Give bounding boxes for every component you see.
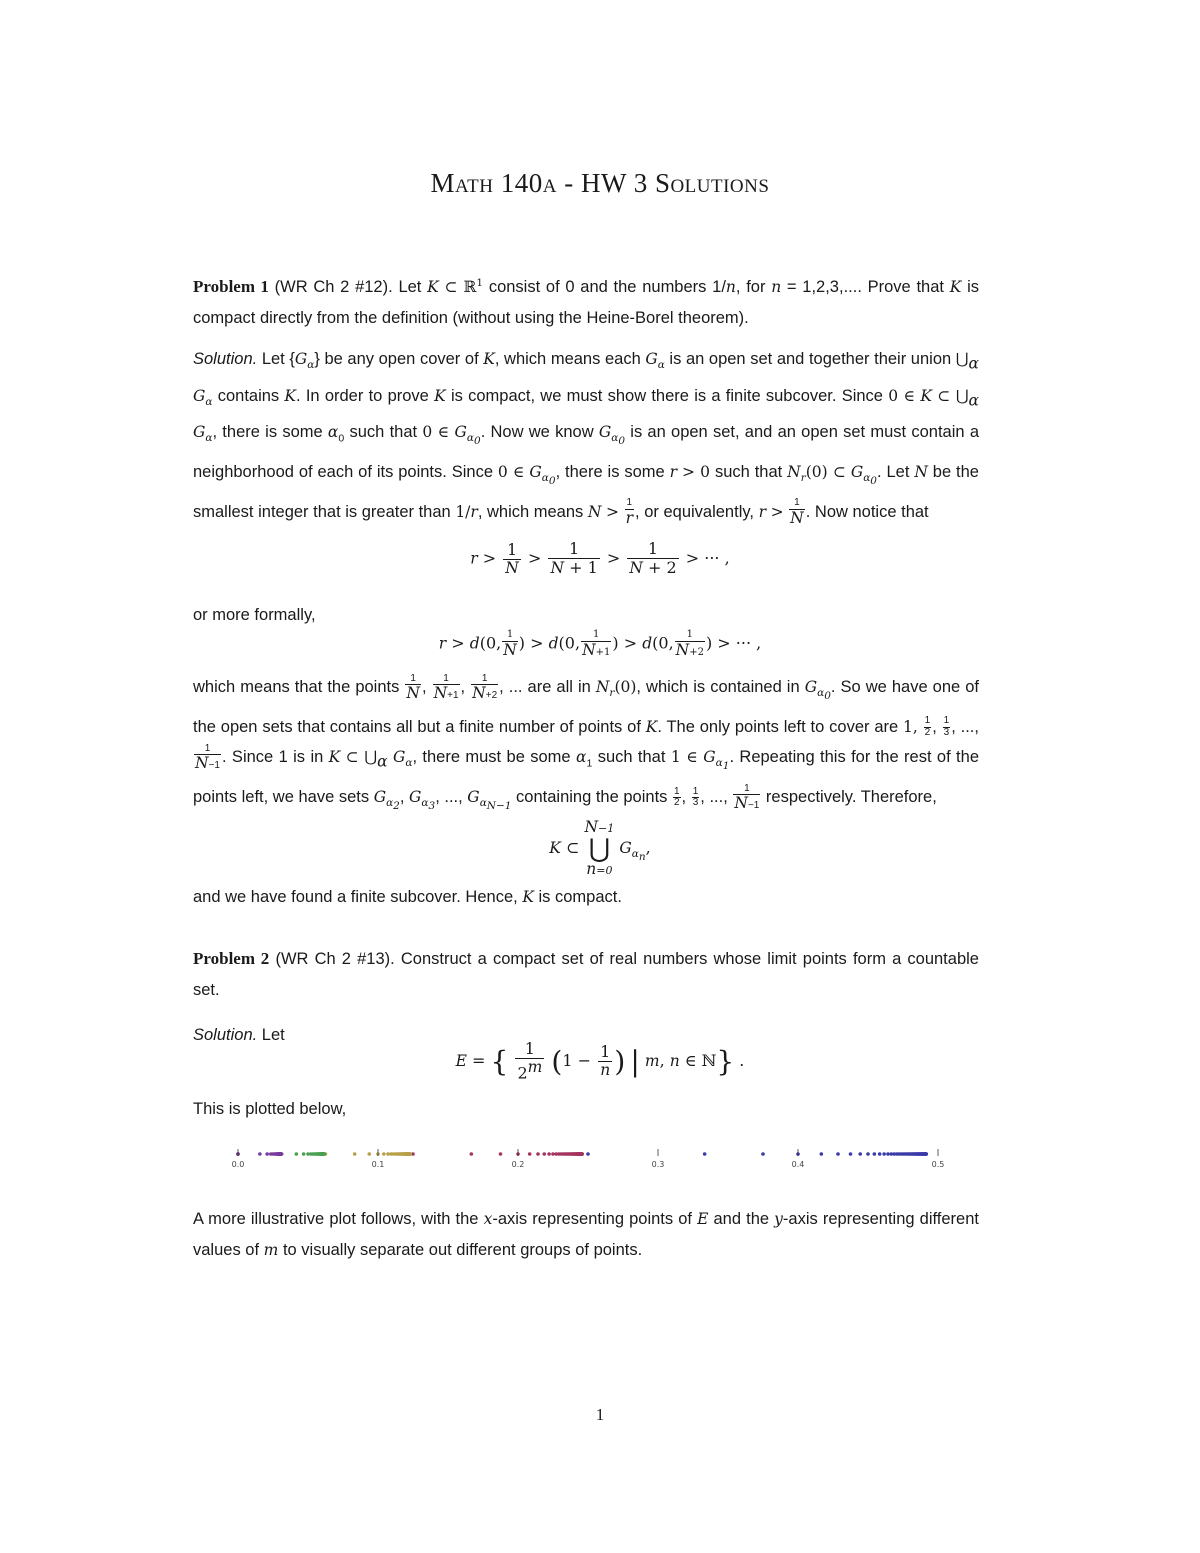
problem-2-statement: Problem 2 (WR Ch 2 #13). Construct a compact set of real numbers whose limit points form a countable set. <box>193 949 979 999</box>
plot-tick-label: 0.2 <box>511 1160 525 1169</box>
plot-point <box>322 1152 326 1156</box>
plot-ticks <box>232 1149 945 1169</box>
equation-distance-chain: r > d(0, $\frac{1}{N}$ ) > d(0, $\frac{1}{N+1}$ ) > d(0, $\frac{1}{N+2}$ ) > ··· , <box>438 629 762 659</box>
plot-point <box>265 1152 269 1156</box>
solution-1-body: Solution. Let $\{G_\alpha\}$ be any open cover of K, which means each $G_\alpha$ is an open set and together their union $⋃_\alpha$ $G_\alpha$ contains K. In order to prove K is compact, we must show there is a finite subcover. Since 0 ∈ K ⊂ $⋃_\alpha$ $G_\alpha$, there is some $\alpha_0$ such that 0 ∈ $G_{\alpha_0}$. Now we know $G_{\alpha_0}$ is an open set, and an open set must contain a neighborhood of each of its points. Since 0 ∈ $G_{\alpha_0}$, there is some r > 0 such that $N_r(0)$ ⊂ $G_{\alpha_0}$. Let N be the smallest integer that is greater than 1/r, which means N > $\frac{1}{r}$ , or equivalently, r > $\frac{1}{N}$ . Now notice that <box>193 350 980 527</box>
plot-point <box>882 1152 886 1156</box>
problem-1-statement: Problem 1 (WR Ch 2 #12). Let K ⊂ ℝ$^1$ consist of 0 and the numbers 1/n, for n = 1,2,3,.... Prove that K is compact directly from the definition (without using the Heine-Borel theorem). <box>193 277 979 327</box>
plot-point <box>470 1152 474 1156</box>
plot-point <box>551 1152 555 1156</box>
page-number: 1 <box>595 1405 605 1424</box>
equation-inequality-chain: r > $\frac{1}{N}$ > $\frac{1}{N + 1}$ > $\frac{1}{N + 2}$ > ··· , <box>470 539 730 578</box>
plot-point <box>367 1152 371 1156</box>
plot-point <box>886 1152 890 1156</box>
plot-point <box>858 1152 862 1156</box>
plot-point <box>295 1152 299 1156</box>
plot-tick-label: 0.4 <box>791 1160 805 1169</box>
plot-point <box>408 1152 412 1156</box>
equation-set-E: E = { $\frac{1}{2^m}$ (1 − $\frac{1}{n}$ ) | m, n ∈ ℕ} . <box>455 1039 745 1083</box>
solution-1-continued: which means that the points $\frac{1}{N}$ , $\frac{1}{N+1}$ , $\frac{1}{N+2}$ , ... are all in $N_r(0)$, which is contained in $G_{\alpha_0}$. So we have one of the open sets that contains all but a finite number of points of K. The only points left to cover are 1, $\frac{1}{2}$ , $\frac{1}{3}$ , ..., $\frac{1}{N-1}$ . Since 1 is in K ⊂ $⋃_\alpha$ $G_\alpha$, there must be some $\alpha_1$ such that 1 ∈ $G_{\alpha_1}$. Repeating this for the rest of the points left, we have sets $G_{\alpha_2}$, $G_{\alpha_3}$, ..., $G_{\alpha_{N-1}}$ containing the points $\frac{1}{2}$ , $\frac{1}{3}$ , ..., $\frac{1}{N-1}$ respectively. Therefore, <box>193 672 979 813</box>
plot-point <box>586 1152 590 1156</box>
plot-point <box>873 1152 877 1156</box>
plot-point <box>542 1152 546 1156</box>
plot-point <box>761 1152 765 1156</box>
plot-point <box>836 1152 840 1156</box>
solution-1-conclusion: and we have found a finite subcover. Hence, K is compact. <box>193 888 622 906</box>
equation-finite-union: K ⊂ N−1 ⋃ n=0 $G_{\alpha_n}$, <box>549 818 651 878</box>
plot-tick-label: 0.5 <box>931 1160 945 1169</box>
closing-paragraph: A more illustrative plot follows, with the x-axis representing points of E and the y-axis representing different values of m to visually separate out different groups of points. <box>193 1210 979 1259</box>
plot-point <box>499 1152 503 1156</box>
plot-points <box>236 1152 928 1156</box>
plot-point <box>703 1152 707 1156</box>
plot-point <box>547 1152 551 1156</box>
plot-point <box>536 1152 540 1156</box>
set-E-number-line-plot <box>228 1142 948 1172</box>
plot-point <box>866 1152 870 1156</box>
plot-point <box>925 1152 929 1156</box>
problem-2-heading: Problem 2 <box>193 949 270 968</box>
plot-point <box>382 1152 386 1156</box>
plot-point <box>279 1152 283 1156</box>
plot-point <box>353 1152 357 1156</box>
problem-1-heading: Problem 1 <box>193 277 269 297</box>
plot-point <box>528 1152 532 1156</box>
plot-point <box>258 1152 262 1156</box>
plot-point <box>386 1152 390 1156</box>
plot-tick-label: 0.1 <box>371 1160 385 1169</box>
solution-label: Solution. <box>193 350 258 368</box>
plot-tick-label: 0.3 <box>651 1160 665 1169</box>
text-plotted-below: This is plotted below, <box>193 1100 347 1118</box>
plot-point <box>820 1152 824 1156</box>
plot-tick-label: 0.0 <box>231 1160 245 1169</box>
plot-point <box>302 1152 306 1156</box>
solution-2-intro: Solution. Let <box>193 1026 285 1044</box>
plot-point <box>849 1152 853 1156</box>
problem-1-source: (WR Ch 2 #12). <box>274 278 393 297</box>
plot-point <box>580 1152 584 1156</box>
plot-point <box>878 1152 882 1156</box>
problem-2-source: (WR Ch 2 #13). <box>275 950 395 968</box>
text-or-more-formally: or more formally, <box>193 606 316 624</box>
page-title: Math 140a - HW 3 Solutions <box>430 168 770 198</box>
